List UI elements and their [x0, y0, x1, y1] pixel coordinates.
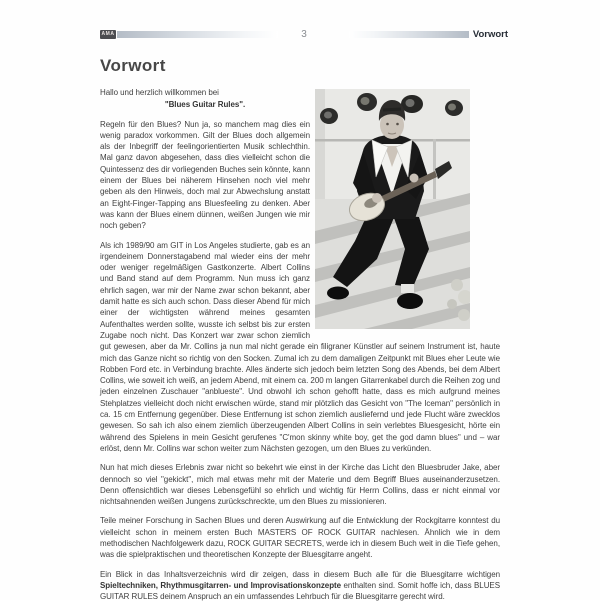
paragraph-5: Ein Blick in das Inhaltsverzeichnis wird dir zeigen, dass in diesem Buch alle für die Bluesgitarre wichtigen Spieltechniken, Rhythmusgitarren- und Improvisationskonzepte enthalten sind. Somit hoffe ich, dass BLUES GUITAR RULES deinem Anspruch an ein umfassendes Lehrbuch für die Bluesgitarre gerecht wird. — [100, 569, 500, 602]
page-number: 3 — [301, 28, 307, 40]
running-header — [100, 29, 508, 40]
intro-book-title: "Blues Guitar Rules". — [164, 100, 246, 110]
page-title: Vorwort — [100, 56, 166, 75]
author-photo — [315, 89, 470, 329]
header-gradient-bar-left — [117, 31, 278, 38]
paragraph-4: Teile meiner Forschung in Sachen Blues und deren Auswirkung auf die Entwicklung der Rockgitarre konntest du vielleicht schon in meinem ersten Buch MASTERS OF ROCK GUITAR nachlesen. Ähnlich wie in dem methodischen Nachfolgewerk dazu, ROCK GUITAR SECRETS, werde ich in diesem Buch weit in die Tiefe gehen, was die spielpraktischen und theoretischen Konzepte der Bluesgitarre angeht. — [100, 516, 500, 560]
intro-greeting: Hallo und herzlich willkommen bei — [100, 88, 219, 97]
paragraph-3: Nun hat mich dieses Erlebnis zwar nicht so bekehrt wie einst in der Kirche das Licht den Bluesbruder Jake, aber dennoch so viel "gekickt", mich mal etwas mehr mit der Materie und dem Begriff Blues auseinanderzusetzen. Denn offensichtlich war dieses Lebensgefühl so ehrlich und wichtig für Herrn Collins, dass er nicht einmal vor nichtsahnenden weißen Jungens zurückschreckte, um den Blues zu missionieren. — [100, 463, 500, 507]
running-header-left — [100, 30, 278, 39]
running-header-right — [330, 30, 508, 40]
publisher-logo: AMA — [101, 31, 115, 37]
author-photo-illustration — [315, 89, 470, 329]
paragraph-2: Als ich 1989/90 am GIT in Los Angeles studierte, gab es an irgendeinem Donnerstagabend mal wieder eins der mehr oder weniger regelmäßigen Gastkonzerte. Albert Collins und Band stand auf dem Programm. Nun muss ich ganz ehrlich sagen, war mir der Name zwar schon bekannt, aber damit hatte es sich auch schon. Dass dieser Abend für mich einer der wichtigsten während meines gesamten Aufenthaltes werden sollte, wusste ich selbst bis zur ersten Zugabe noch nicht. Das Konzert war zwar schon ziemlich gut gewesen, aber da Mr. Collins ja nun mal nicht gerade ein filigraner Künstler auf seinem Instrument ist, haute mich das Ganze nicht so richtig von den Socken. Zumal ich zu dem damaligen Zeitpunkt mit Blues eher Leute wie Robben Ford etc. in Verbindung brachte. Alles änderte sich jedoch beim letzten Song des Abends, bei dem Albert Collins, wie soweit ich weiß, an jedem Abend, mit einem ca. 200 m langen Gitarrenkabel durch die Reihen zog und jeden einzelnen Zuschauer "anblueste". Und obwohl ich schon gehofft hatte, dass es mich aufgrund meines Stehplatzes vielleicht doch nicht erwischen würde, stand mir plötzlich das Gesicht von "The Iceman" persönlich in ca. 15 cm Entfernung gegenüber. Diese Entfernung ist schon ziemlich ausliefernd und jede Flucht wäre zwecklos gewesen. So sah ich also einem ziemlich überzeugenden Albert Collins in sein verlebtes Bluesgesicht, hörte ein während des Spielens in mein Gesicht gerufenes "C'mon skinny white boy, get the god damn blues" und – war erlöst, denn Mr. Collins war schon weiter zum Nächsten gezogen, um den Blues zu verkünden. — [100, 240, 501, 453]
body-text — [100, 87, 500, 610]
section-label: Vorwort — [472, 28, 508, 40]
header-gradient-bar-right — [349, 31, 469, 38]
paragraph-1: Regeln für den Blues? Nun ja, so manchem mag dies ein wenig paradox vorkommen. Gilt der Blues doch allgemein als der Inbegriff der feelingorientierten Musik schlechthin. Mal ganz davon abgesehen, dass dies vielleicht schon die Quintessenz des dir vorliegenden Buches sein könnte, kann einem der Blues bei näherem Hinsehen noch viel mehr geben als den Hinweis, doch mal zur Abwechslung anstatt an Eight-Finger-Tapping ans Bluesfeeling zu denken. Aber was kann der Blues einem dünnen, weißen Jungen wie mir noch geben? — [100, 119, 310, 231]
